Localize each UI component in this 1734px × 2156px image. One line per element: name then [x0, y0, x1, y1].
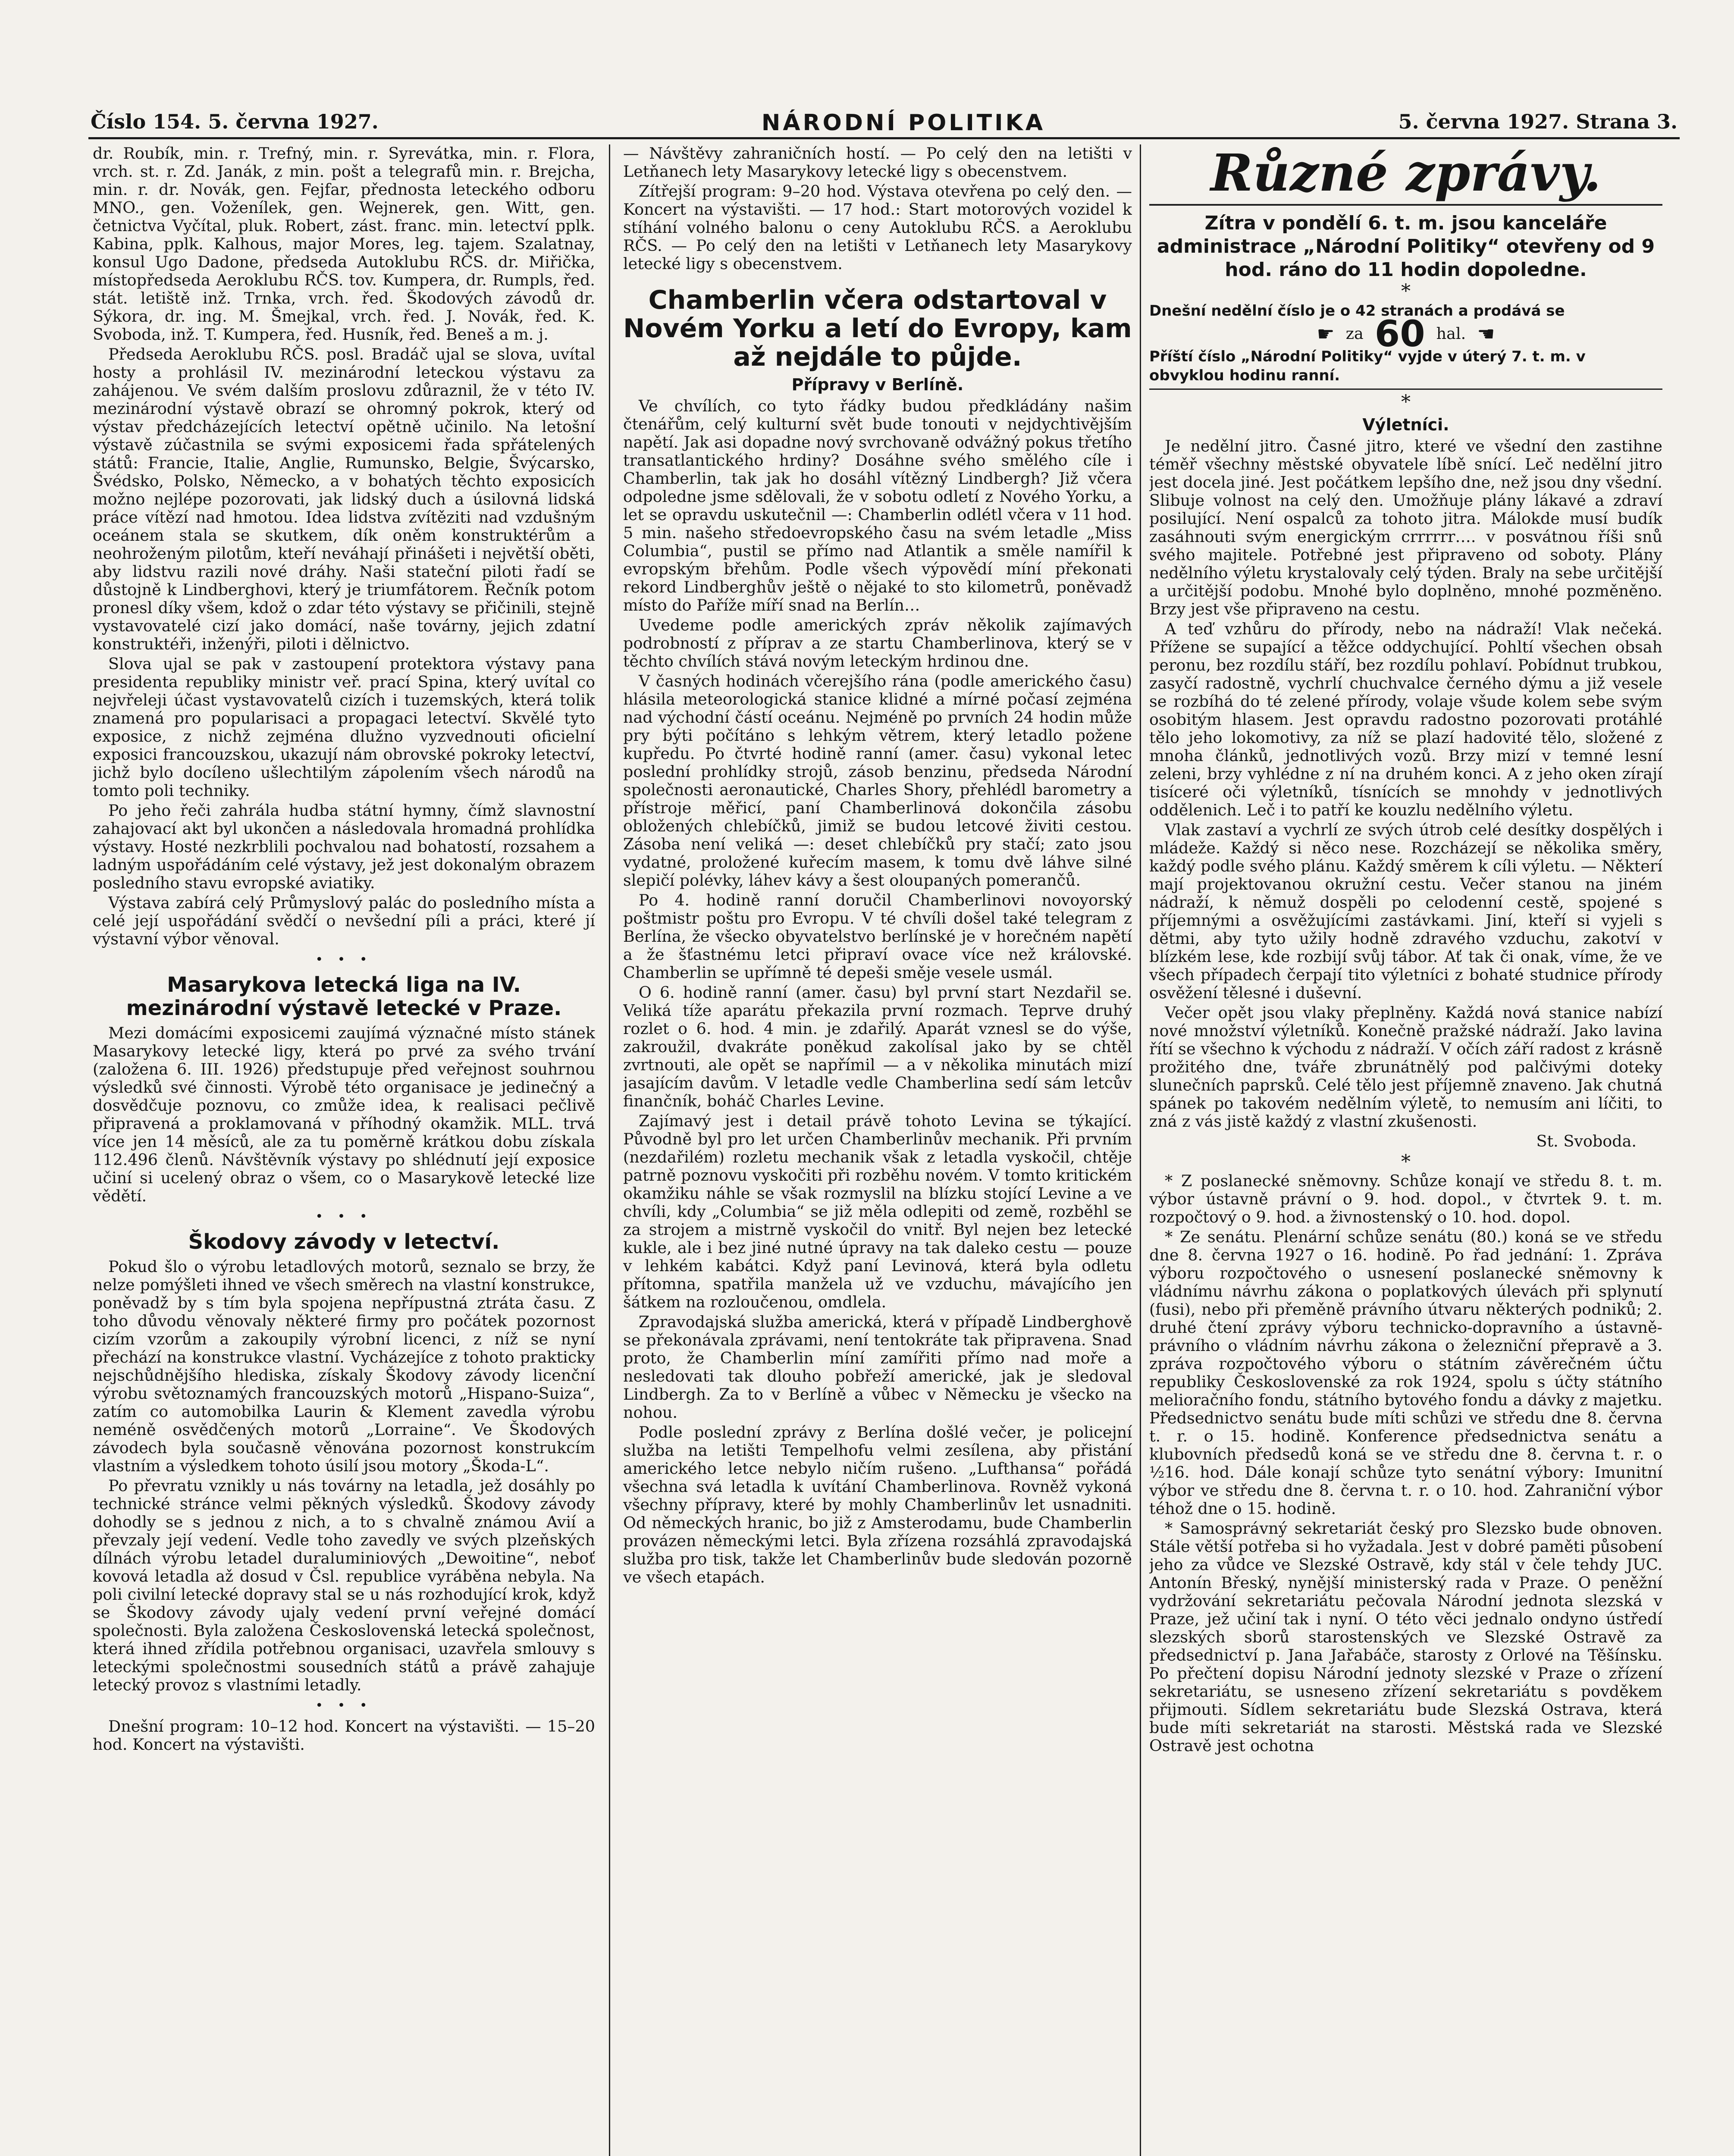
- paragraph: Zajímavý jest i detail právě tohoto Levina se týkající. Původně byl pro let určen Chamberlinův mechanik. Při prvním (nezdařilém) rozletu mechanik však z letadla vyskočil, chtěje patrně poznovu vyskočiti při rozběhu novém. V tomto kritickém okamžiku náhle se však rozmyslil na blízku stojící Levine a ve chvíli, kdy „Columbia“ se již měla odlepiti od země, rozběhl se za strojem a mistrně vyskočil do vnitř. Byl nejen bez letecké kukle, ale i bez jiné nutné úpravy na tak daleko cestu — pouze v lehkém kabátci. Když paní Levinová, která byla odletu přítomna, spatřila manžela už ve vzduchu, mávajícího jen šátkem na rozloučenou, omdlela.: [623, 1112, 1132, 1311]
- issue-number: Číslo 154. 5. června 1927.: [91, 110, 379, 133]
- price-unit: hal.: [1436, 324, 1466, 343]
- separator: • • •: [315, 1698, 373, 1713]
- price-notice-text: Dnešní nedělní číslo je o 42 stranách a prodává se: [1149, 302, 1565, 320]
- price-line: [1149, 313, 1662, 355]
- paragraph: Zpravodajská služba americká, která v případě Lindberghově se překonávala zprávami, není tentokráte tak připravena. Snad proto, že Chamberlin míní zamířiti přímo nad moře a nesledovati tak dlouho pobřeží americké, jak je sledoval Lindbergh. Za to v Berlíně a vůbec v Německu je všecko na nohou.: [623, 1313, 1132, 1422]
- price-za: za: [1345, 324, 1364, 343]
- paragraph: Uvedeme podle amerických zpráv několik zajímavých podrobností z příprav a ze startu Chamberlinova, který se v těchto chvílích stává novým leteckým hrdinou dne.: [623, 616, 1132, 671]
- next-issue-notice: Příští číslo „Národní Politiky“ vyjde v úterý 7. t. m. v obvyklou hodinu ranní.: [1149, 348, 1586, 384]
- paragraph: Slova ujal se pak v zastoupení protektora výstavy pana presidenta republiky ministr veř. prací Spina, který uvítal co nejvřeleji účast vystavovatelů cizích i tuzemských, která tolik znamená pro popularisaci a propagaci letectví. Skvělé tyto exposice, z nichž zejména dlužno vyzvednouti oficielní exposici francouzskou, ukazují nám obrovské pokroky letectví, jichž bylo docíleno ušlechtilým zápolením všech národů na tomto poli techniky.: [93, 655, 595, 800]
- masthead: NÁRODNÍ POLITIKA: [761, 110, 1046, 136]
- paragraph: Po převratu vznikly u nás továrny na letadla, jež dosáhly po technické stránce velmi pěkných výsledků. Škodovy závody dohodly se s jednou z nich, a to s chvalně známou Avií a převzaly její vedení. Vedle toho zavedly ve svých plzeňských dílnách výrobu letadel duraluminiových „Dewoitine“, neboť kovová letadla až dosud v Čsl. republice vyráběna nebyla. Na poli civilní letecké dopravy stal se u nás rozhodující krok, když se Škodovy závody ujaly vedení první veřejné domácí společnosti. Byla založena Československá letecká společnost, která ihned zřídila potřebnou organisaci, uzavřela smlouvy s leteckými společnostmi sousedních států a právě zahajuje letecký provoz s vlastními letadly.: [93, 1476, 595, 1694]
- paragraph: V časných hodinách včerejšího rána (podle amerického času) hlásila meteorologická stanice klidné a mírné počasí zejména nad východní částí oceánu. Nejméně po prvních 24 hodin může pry býti počítáno s lehkým větrem, který letadlo požene kupředu. Po čtvrté hodině ranní (amer. času) vykonal letec poslední prohlídky strojů, zásob benzinu, předseda Národní společnosti aeronautické, Charles Shory, přehlédl barometry a přístroje měřicí, paní Chamberlinová dokončila zásobu obložených chlebíčků, jimiž se budou letcové živiti cestou. Zásoba není veliká —: deset chlebíčků pry stačí; zato jsou vydatné, proložené kuřecím masem, k tomu dvě láhve silné slepičí polévky, láhev kávy a šest oloupaných pomerančů.: [623, 672, 1132, 890]
- star-divider: *: [1401, 391, 1411, 413]
- office-hours-notice: Zítra v pondělí 6. t. m. jsou kanceláře administrace „Národní Politiky“ otevřeny od 9 hod. ráno do 11 hodin dopoledne.: [1157, 212, 1655, 281]
- column-middle: [623, 144, 1132, 2156]
- paragraph: Po 4. hodině ranní doručil Chamberlinovi novoyorský poštmistr poštu pro Evropu. V té chvíli došel také telegram z Berlína, že všecko obyvatelstvo berlínské je v horečném napětí a že šťastnému letci připraví ovace více než královské. Chamberlin se upřímně té depeši smějе vesele usmál.: [623, 891, 1132, 982]
- price-value: 60: [1374, 313, 1425, 355]
- subheading-berlin: Přípravy v Berlíně.: [791, 375, 964, 394]
- paragraph: Pokud šlo o výrobu letadlových motorů, seznalo se brzy, že nelze pomýšleti ihned ve všech směrech na vlastní konstrukce, poněvadž by s tím byla spojena nepřípustná ztráta času. Z toho důvodu věnovaly některé firmy pro počátek pozornost cizím vzorům a zakoupily výrobní licenci, z níž se nyní přechází na konstrukce vlastní. Vycházejíce z tohoto prakticky nejschůdnějšího hlediska, získaly Škodovy závody licenční výrobu světoznamých francouzských motorů „Hispano-Suiza“, zatím co automobilka Laurin & Klement zavedla výrobu neméně osvědčených motorů „Lorraine“. Ve Škodových závodech byla současně věnována pozornost konstrukcím vlastním a výsledkem tohoto úsilí jsou motory „Škoda-L“.: [93, 1257, 595, 1475]
- paragraph: * Z poslanecké sněmovny. Schůze konají ve středu 8. t. m. výbor ústavně právní o 9. hod. dopol., v čtvrtek 9. t. m. rozpočtový o 9. hod. a živnostenský o 10. hod. dopol.: [1149, 1172, 1662, 1226]
- section-title: Různé zprávy.: [1149, 144, 1662, 206]
- separator: • • •: [315, 952, 373, 967]
- paragraph: A teď vzhůru do přírody, nebo na nádraží! Vlak nečeká. Přížene se supající a těžce oddychující. Pohltí všechen obsah peronu, bez rozdílu stáří, bez rozdílu pohlaví. Pobídnut trubkou, zasyčí radostně, vychrlí chuchvalce černého dýmu a již vesele se rozbíhá do té zelené přírody, volaje všude kolem sebe svým osobitým hlasem. Jest opravdu radostno pozorovati protáhlé tělo jeho lokomotivy, za níž se plazí hadovité tělo, složené z mnoha článků, jednotlivých vozů. Brzy mizí v temné lesní zeleni, brzy vyhlédne z ní na druhém konci. A z jeho oken zírají tisíceré oči výletníků, tísnících se mnohdy v jednotlivých oddělenich. Leč i to patří ke kouzlu nedělního výletu.: [1149, 620, 1662, 819]
- price-notice: [1149, 301, 1662, 390]
- paragraph: Výstava zabírá celý Průmyslový palác do posledního místa a celé její uspořádání svědčí o nevšední píli a práci, které jí výstavní výbor věnoval.: [93, 893, 595, 948]
- column-divider-1: [609, 144, 610, 2156]
- paragraph: Po jeho řeči zahrála hudba státní hymny, čímž slavnostní zahajovací akt byl ukončen a následovala hromadná prohlídka výstavy. Hosté nezkrblili pochvalou nad bohatostí, rozsahem a ladným uspořádáním celé výstavy, jež jest dokonalým obrazem posledního stavu evropské aviatiky.: [93, 801, 595, 892]
- paragraph: dr. Roubík, min. r. Trefný, min. r. Syrevátka, min. r. Flora, vrch. st. r. Zd. Janák, z min. pošt a telegrafů min. r. Brejcha, min. r. dr. Novák, gen. Fejfar, přednosta leteckého odboru MNO., gen. Voženílek, gen. Wejnerek, gen. Witt, gen. četnictva Vyčítal, pluk. Robert, zást. franc. min. letectví pplk. Kabina, pplk. Kalhous, major Mores, leg. tajem. Szalatnay, konsul Ugo Dadone, předseda Autoklubu RČS. dr. Miřička, místopředseda Aeroklubu RČS. tov. Kumpera, dr. Rumpls, řed. stát. letiště inž. Trnka, vrch. řed. Škodových závodů dr. Sýkora, dr. ing. M. Šmejkal, vrch. řed. J. Novák, řed. K. Svoboda, inž. T. Kumpera, řed. Husník, řed. Beneš a m. j.: [93, 144, 595, 344]
- pointing-hand-icon: ☚: [1477, 322, 1495, 345]
- paragraph: * Samosprávný sekretariát český pro Slezsko bude obnoven. Stále větší potřeba si ho vyžadala. Jest v dobré paměti působení jeho za vůdce ve Slezské Ostravě, kdy stál v čele tehdy JUC. Antonín Břeský, nynější ministerský rada v Praze. O peněžní vydržování sekretariátu pečovala Národní jednota slezská v Praze, jež učiní tak i nyní. O této věci jednalo ondyno ústředí slezských sborů starostenských ve Slezské Ostravě za předsednictví p. Jana Jařabáče, starosty z Orlové na Těšínsku. Po přečtení dopisu Národní jednoty slezské v Praze o zřízení sekretariátu, se usneseno zřízení sekretariátu s povděkem přijmouti. Sídlem sekretariátu bude Slezská Ostrava, která bude míti sekretariát na starosti. Městská rada ve Slezské Ostravě jest ochotna: [1149, 1519, 1662, 1755]
- paragraph: Mezi domácími exposicemi zaujímá význačné místo stánek Masarykovy letecké ligy, která po prvé za svého trvání (založena 6. III. 1926) předstupuje před veřejnost souhrnou výsledků své činnosti. Výrobě této organisace je jedinečný a dosvědčuje poznovu, co zmůže idea, k realisaci pečlivě připravená a proklamovaná v příhodný okamžik. MLL. trvá více jen 14 měsíců, ale za tu poměrně krátkou dobu získala 112.496 členů. Návštěvník výstavy po shlédnutí její exposice učiní si ucelený obraz o všem, co o Masarykově letecké lize vědětí.: [93, 1024, 595, 1205]
- paragraph: Dnešní program: 10–12 hod. Koncert na výstavišti. — 15–20 hod. Koncert na výstavišti.: [93, 1717, 595, 1754]
- paragraph: Zítřejší program: 9–20 hod. Výstava otevřena po celý den. — Koncert na výstavišti. — 17 hod.: Start motorových vozidel k stíhání volného balonu o ceny Autoklubu RČS. a Aeroklubu RČS. — Po celý den na letišti v Letňanech lety Masarykovy letecké ligy s obecenstvem.: [623, 182, 1132, 273]
- paragraph: Večer opět jsou vlaky přeplněny. Každá nová stanice nabízí nové množství výletníků. Konečně pražské nádraží. Jako lavina řítí se všechno k východu z nádraží. V očích září radost z krásně prožitého dne, tváře zbrunátnělý pod palčivými doteky slunečních paprsků. Celé tělo jest příjemně znaveno. Jak chutná spánek po takovém nedělním výletě, to nemusím ani líčiti, to zná z vás jistě každý z vlastní zkušenosti.: [1149, 1003, 1662, 1131]
- paragraph: — Návštěvy zahraničních hostí. — Po celý den na letišti v Letňanech lety Masarykovy letecké ligy s obecenstvem.: [623, 144, 1132, 181]
- column-divider-2: [1140, 144, 1141, 2156]
- heading-skoda-works: Škodovy závody v letectví.: [188, 1230, 500, 1254]
- heading-chamberlin: Chamberlin včera odstartoval v Novém Yorku a letí do Evropy, kam až nejdále to půjde.: [623, 285, 1132, 372]
- pointing-hand-icon: ☛: [1317, 322, 1335, 345]
- paragraph: Je nedělní jitro. Časné jitro, které ve všední den zastihne téměř všechny městské obyvatele líbě snící. Leč nedělní jitro jest docela jiné. Jest počátkem lepšího dne, než jsou dny všední. Slibuje volnost na celý den. Umožňuje plány lákavé a zdraví posilující. Není ospalců za tohoto jitra. Málokde musí budík zasáhnouti svým energickým crrrrrr…. v posvátnou říši snů svého majitele. Potřebné jest připraveno od soboty. Plány nedělního výletu krystalovaly celý týden. Braly na sebe určitější a určitější podobu. Mnohé bylo doplněno, mnohé pozměněno. Brzy jest vše připraveno na cestu.: [1149, 437, 1662, 618]
- paragraph: Vlak zastaví a vychrlí ze svých útrob celé desítky dospělých i mládeže. Každý si něco nese. Rozcházejí se několika směry, každý podle svého plánu. Každý směrem k cíli výletu. — Některí mají projektovanou okružní cestu. Večer stanou na jiném nádraží, k němuž dospěli po celodenní cestě, spojené s příjemnými a osvěžujícími zastávkami. Jiní, kteří si vyjeli s dětmi, aby tyto užily hodně zdravého vzduchu, zakotví v blízkém lese, kde rozbijí svůj tábor. Ať tak či onak, víme, že ve všech případech čerpají tito výletníci z bohaté studnice přírody osvěžení tělesné i duševní.: [1149, 821, 1662, 1002]
- page-header: [91, 110, 1678, 136]
- separator: • • •: [315, 1209, 373, 1224]
- heading-vyletnici: Výletníci.: [1362, 415, 1449, 434]
- column-right: [1149, 144, 1662, 2156]
- paragraph: O 6. hodině ranní (amer. času) byl první start Nezdařil se. Veliká tíže aparátu překazila první rozmach. Teprve druhý rozlet o 6. hod. 4 min. je zdařilý. Aparát vznesl se do výše, zakroužil, dvakráte poněkud zakolísal jako by se chtěl zvrtnouti, ale opět se napřímil — a v několika minutách mizí jasajícím davům. V letadle vedle Chamberlina sedí sám letcův finančník, boháč Charles Levine.: [623, 983, 1132, 1110]
- paragraph: Předseda Aeroklubu RČS. posl. Bradáč ujal se slova, uvítal hosty a prohlásil IV. mezinárodní leteckou výstavu za zahájenou. Ve svém dalším proslovu zdůraznil, že v této IV. mezinárodní výstavě obrazí se ohromný pokrok, který od výstav předcházejících letectví opětně učinilo. Na letošní výstavě zúčastnila se svými exposicemi řada spřátelených států: Francie, Italie, Anglie, Rumunsko, Belgie, Švýcarsko, Švédsko, Polsko, Německo, a v bohatých těchto exposicích možno nejlépe pozorovati, jak lidský duch a úsilovná lidská práce vítězí nad hmotou. Idea lidstva zvítěziti nad vzdušným oceánem stala se skutkem, dík oněm konstruktérům a neohroženým pilotům, kteří neváhají přinášeti i největší oběti, aby lidstvu razili nové dráhy. Naši stateční piloti řadí se důstojně k Lindberghovi, který je triumfátorem. Řečník potom pronesl díky všem, kdož o zdar této výstavy se přičinili, stejně vystavovatelé cizí jako domácí, naše továrny, jejich zdatní konstruktéři, inženýři, piloti i dělnictvo.: [93, 345, 595, 653]
- header-rule: [88, 137, 1680, 139]
- star-divider: *: [1401, 280, 1411, 302]
- paragraph: Ve chvílích, co tyto řádky budou předkládány našim čtenářům, celý kulturní svět bude tonouti v nejdychtivějším napětí. Jak asi dopadne nový svrchovaně odvážný pokus třetího transatlantického hrdiny? Dosáhne svého smělého cíle i Chamberlin, tak jak ho dosáhl vítězný Lindbergh? Již včera odpoledne jsme sdělovali, že v sobotu odletí z Nového Yorku, a let se opravdu uskutečnil —: Chamberlin odlétl včera v 11 hod. 5 min. našeho středoevropského času na svém letadle „Miss Columbia“, pustil se přímo nad Atlantik a směle namířil k evropským břehům. Podle všech výpovědí míní překonati rekord Lindberghův ještě o nějaké to sto kilometrů, poněvadž místo do Paříže míří snad na Berlín…: [623, 397, 1132, 614]
- paragraph: Podle poslední zprávy z Berlína došlé večer, je policejní služba na letišti Tempelhofu velmi zesílena, aby přistání amerického letce nebylo ničím rušeno. „Lufthansa“ pořádá všechna svá letadla k uvítání Chamberlinova. Rovněž vykoná všechny přípravy, které by mohly Chamberlinův let usnadniti. Od německých hranic, bo již z Amsterodamu, bude Chamberlin provázen německými letci. Byla zřízena rozsáhlá zpravodajská služba pro tisk, takže let Chamberlinův bude sledován pozorně ve všech etapách.: [623, 1423, 1132, 1586]
- author-signature: St. Svoboda.: [1536, 1132, 1637, 1150]
- paragraph: * Ze senátu. Plenární schůze senátu (80.) koná se ve středu dne 8. června 1927 o 16. hodině. Po řad jednání: 1. Zpráva výboru rozpočtového o usnesení poslanecké sněmovny k vládnímu návrhu zákona o poplatkových úlevách při splynutí (fusi), nebo při přeměně právního útvaru některých podniků; 2. druhé čtení zprávy výboru technicko-dopravního a ústavně-právního o vládním návrhu zákona o železniční přepravě a 3. zpráva rozpočtového výboru o státním závěrečném účtu republiky Československé za rok 1924, spolu s účty státního melioračního fondu, státního bytového fondu a dávky z majetku. Předsednictvo senátu bude míti schůzi ve středu dne 8. června t. r. o 15. hodině. Konference předsednictva senátu a klubovních předsedů koná se ve středu dne 8. června t. r. o ½16. hod. Dále konají schůze tyto senátní výbory: Imunitní výbor ve středu dne 8. června t. r. o 10. hod. Zahraniční výbor téhož dne o 15. hodině.: [1149, 1228, 1662, 1518]
- heading-masaryk-league: Masarykova letecká liga na IV. mezinárodní výstavě letecké v Praze.: [126, 973, 562, 1020]
- column-left: [93, 144, 595, 2156]
- star-divider: *: [1401, 1151, 1411, 1173]
- page-number: 5. června 1927. Strana 3.: [1398, 110, 1678, 133]
